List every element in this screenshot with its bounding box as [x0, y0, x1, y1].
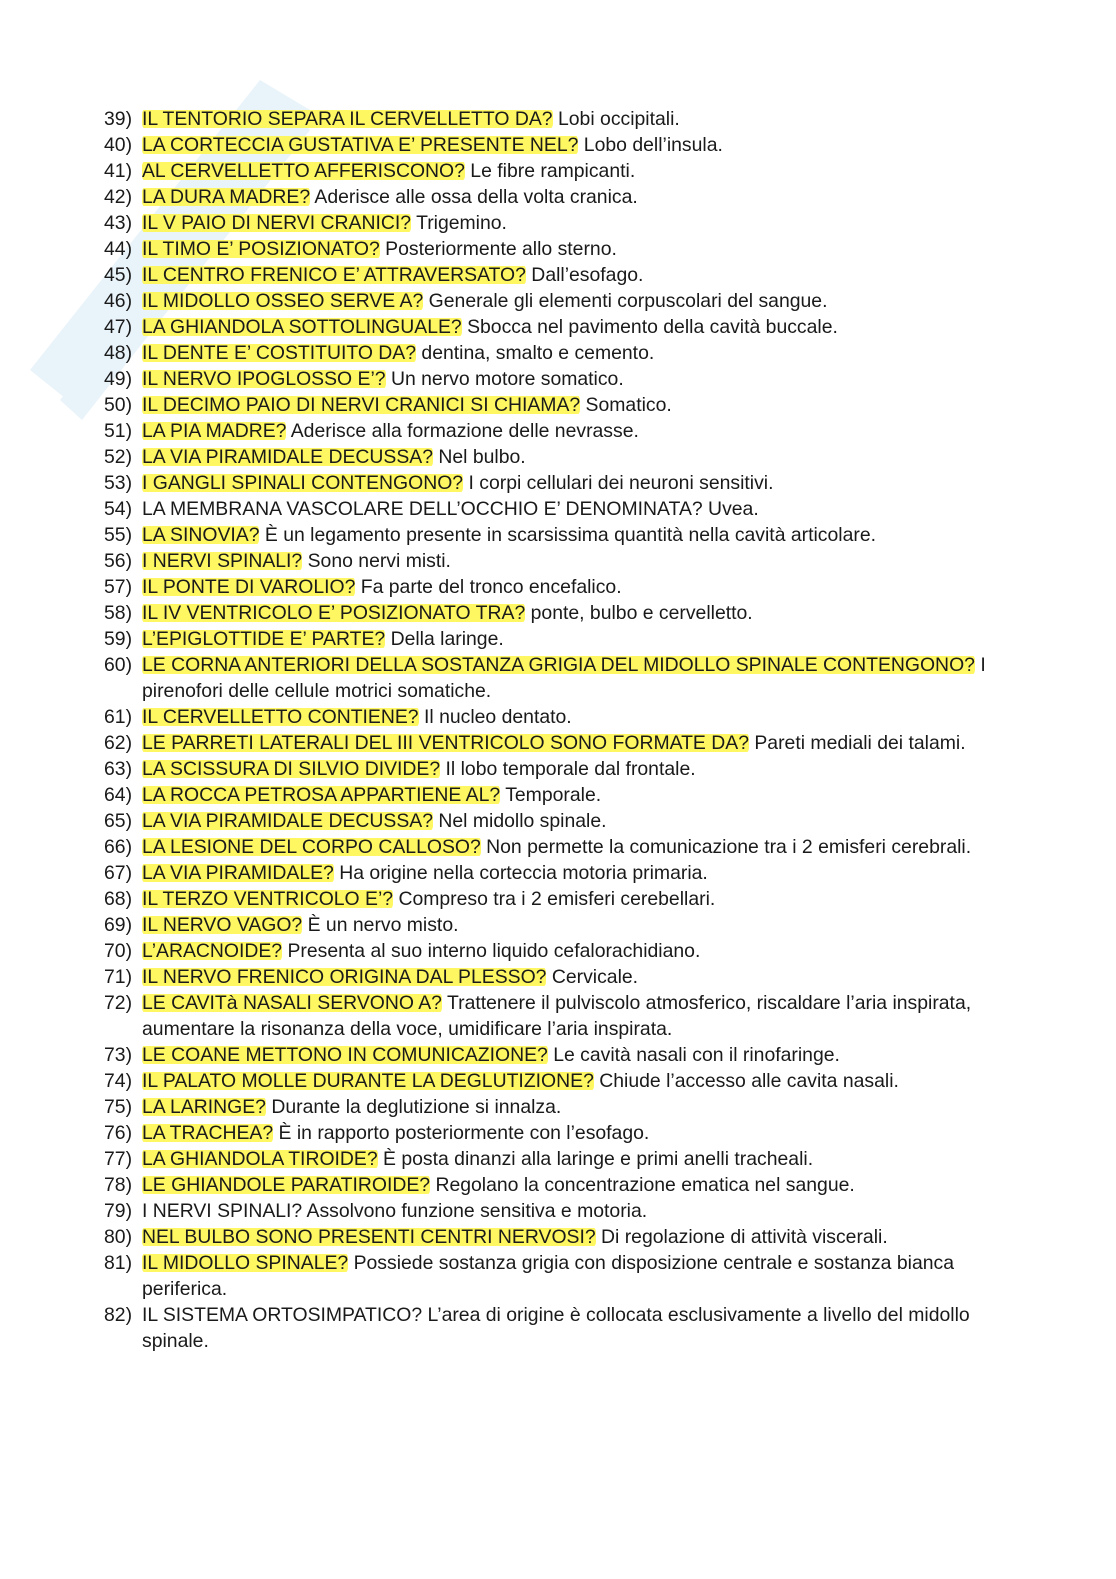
item-number: 80): [104, 1226, 133, 1248]
answer-text: Posteriormente allo sterno.: [379, 238, 617, 260]
list-item: [104, 1224, 1004, 1250]
answer-text: Sono nervi misti.: [302, 550, 451, 572]
list-item: [104, 964, 1004, 990]
item-number: 72): [104, 992, 133, 1014]
list-item: [104, 1094, 1004, 1120]
question-text: IL IV VENTRICOLO E’ POSIZIONATO TRA?: [142, 602, 526, 624]
item-number: 61): [104, 706, 133, 728]
list-item: [104, 132, 1004, 158]
item-number: 48): [104, 342, 133, 364]
answer-text: Fa parte del tronco encefalico.: [355, 576, 622, 598]
answer-text: Chiude l’accesso alle cavita nasali.: [593, 1070, 899, 1092]
item-text: [142, 912, 1004, 938]
answer-text: Trattenere il pulviscolo atmosferico, riscaldare l’aria inspirata, aumentare la risonanza della voce, umidificare l’aria inspirata.: [142, 992, 972, 1040]
list-item: [104, 626, 1004, 652]
answer-text: I corpi cellulari dei neuroni sensitivi.: [463, 472, 774, 494]
list-item: [104, 106, 1004, 132]
list-item: [104, 1198, 1004, 1224]
item-text: [142, 288, 1004, 314]
question-text: LA DURA MADRE?: [142, 186, 311, 208]
answer-text: Sbocca nel pavimento della cavità buccale.: [461, 316, 838, 338]
item-text: [142, 990, 1004, 1042]
question-text: LA CORTECCIA GUSTATIVA E’ PRESENTE NEL?: [142, 134, 579, 156]
list-item: [104, 600, 1004, 626]
question-answer-list: [104, 106, 1004, 1354]
question-text: IL MIDOLLO SPINALE?: [142, 1252, 349, 1274]
question-text: LA GHIANDOLA TIROIDE?: [142, 1148, 378, 1170]
item-number: 43): [104, 212, 133, 234]
question-text: I NERVI SPINALI?: [142, 550, 303, 572]
question-text: IL DENTE E’ COSTITUITO DA?: [142, 342, 417, 364]
question-text: LE GHIANDOLE PARATIROIDE?: [142, 1174, 431, 1196]
list-item: [104, 158, 1004, 184]
item-number: 52): [104, 446, 133, 468]
item-number: 50): [104, 394, 133, 416]
list-item: [104, 990, 1004, 1042]
list-item: [104, 262, 1004, 288]
item-number: 70): [104, 940, 133, 962]
list-item: [104, 184, 1004, 210]
question-text: L’ARACNOIDE?: [142, 940, 283, 962]
answer-text: Aderisce alla formazione delle nevrasse.: [286, 420, 639, 442]
item-text: [142, 1224, 1004, 1250]
item-text: [142, 626, 1004, 652]
item-text: [142, 1042, 1004, 1068]
question-text: L’EPIGLOTTIDE E’ PARTE?: [142, 628, 386, 650]
list-item: [104, 470, 1004, 496]
answer-text: Della laringe.: [385, 628, 504, 650]
question-text: LE CORNA ANTERIORI DELLA SOSTANZA GRIGIA DEL MIDOLLO SPINALE CONTENGONO?: [142, 654, 975, 676]
item-number: 54): [104, 498, 133, 520]
answer-text: Generale gli elementi corpuscolari del sangue.: [423, 290, 828, 312]
list-item: [104, 496, 1004, 522]
question-text: I NERVI SPINALI?: [142, 1200, 303, 1222]
item-number: 63): [104, 758, 133, 780]
item-number: 79): [104, 1200, 133, 1222]
item-text: [142, 600, 1004, 626]
list-item: [104, 366, 1004, 392]
question-text: LA GHIANDOLA SOTTOLINGUALE?: [142, 316, 462, 338]
item-number: 39): [104, 108, 133, 130]
list-item: [104, 236, 1004, 262]
question-text: IL V PAIO DI NERVI CRANICI?: [142, 212, 412, 234]
answer-text: dentina, smalto e cemento.: [416, 342, 655, 364]
list-item: [104, 1120, 1004, 1146]
question-text: LA VIA PIRAMIDALE DECUSSA?: [142, 446, 433, 468]
question-text: LA ROCCA PETROSA APPARTIENE AL?: [142, 784, 501, 806]
item-text: [142, 392, 1004, 418]
item-text: [142, 782, 1004, 808]
list-item: [104, 886, 1004, 912]
answer-text: È un legamento presente in scarsissima quantità nella cavità articolare.: [259, 524, 876, 546]
item-text: [142, 184, 1004, 210]
item-text: [142, 938, 1004, 964]
item-text: [142, 1250, 1004, 1302]
answer-text: Il nucleo dentato.: [418, 706, 572, 728]
item-number: 75): [104, 1096, 133, 1118]
question-text: LA LARINGE?: [142, 1096, 266, 1118]
question-text: LE PARRETI LATERALI DEL III VENTRICOLO SONO FORMATE DA?: [142, 732, 749, 754]
item-text: [142, 1120, 1004, 1146]
answer-text: Di regolazione di attività viscerali.: [595, 1226, 888, 1248]
answer-text: Assolvono funzione sensitiva e motoria.: [302, 1200, 648, 1222]
list-item: [104, 548, 1004, 574]
list-item: [104, 808, 1004, 834]
item-text: [142, 886, 1004, 912]
answer-text: Trigemino.: [411, 212, 507, 234]
item-text: [142, 730, 1004, 756]
answer-text: Un nervo motore somatico.: [385, 368, 624, 390]
list-item: [104, 1302, 1004, 1354]
item-number: 40): [104, 134, 133, 156]
answer-text: Aderisce alle ossa della volta cranica.: [310, 186, 638, 208]
answer-text: Lobi occipitali.: [552, 108, 680, 130]
question-text: LA SCISSURA DI SILVIO DIVIDE?: [142, 758, 441, 780]
question-text: IL NERVO VAGO?: [142, 914, 303, 936]
item-number: 73): [104, 1044, 133, 1066]
item-number: 74): [104, 1070, 133, 1092]
item-number: 51): [104, 420, 133, 442]
item-text: [142, 132, 1004, 158]
list-item: [104, 1042, 1004, 1068]
item-number: 78): [104, 1174, 133, 1196]
answer-text: Le fibre rampicanti.: [464, 160, 636, 182]
item-text: [142, 470, 1004, 496]
list-item: [104, 756, 1004, 782]
item-number: 67): [104, 862, 133, 884]
answer-text: Pareti mediali dei talami.: [748, 732, 966, 754]
item-number: 82): [104, 1304, 133, 1326]
answer-text: Cervicale.: [546, 966, 639, 988]
item-number: 46): [104, 290, 133, 312]
item-text: [142, 1094, 1004, 1120]
answer-text: Ha origine nella corteccia motoria primaria.: [333, 862, 708, 884]
question-text: IL NERVO IPOGLOSSO E’?: [142, 368, 386, 390]
question-text: IL PONTE DI VAROLIO?: [142, 576, 356, 598]
item-text: [142, 444, 1004, 470]
answer-text: Compreso tra i 2 emisferi cerebellari.: [393, 888, 716, 910]
item-number: 44): [104, 238, 133, 260]
question-text: IL SISTEMA ORTOSIMPATICO?: [142, 1304, 423, 1326]
item-number: 55): [104, 524, 133, 546]
answer-text: È un nervo misto.: [302, 914, 459, 936]
item-text: [142, 1302, 1004, 1354]
item-number: 65): [104, 810, 133, 832]
item-text: [142, 704, 1004, 730]
item-number: 47): [104, 316, 133, 338]
item-text: [142, 964, 1004, 990]
item-number: 57): [104, 576, 133, 598]
item-text: [142, 262, 1004, 288]
answer-text: Le cavità nasali con il rinofaringe.: [547, 1044, 840, 1066]
list-item: [104, 704, 1004, 730]
question-text: LA PIA MADRE?: [142, 420, 287, 442]
question-text: AL CERVELLETTO AFFERISCONO?: [142, 160, 465, 182]
list-item: [104, 392, 1004, 418]
answer-text: Somatico.: [580, 394, 672, 416]
item-number: 81): [104, 1252, 133, 1274]
question-text: IL NERVO FRENICO ORIGINA DAL PLESSO?: [142, 966, 547, 988]
question-text: IL TENTORIO SEPARA IL CERVELLETTO DA?: [142, 108, 553, 130]
question-text: I GANGLI SPINALI CONTENGONO?: [142, 472, 464, 494]
list-item: [104, 730, 1004, 756]
answer-text: Durante la deglutizione si innalza.: [265, 1096, 562, 1118]
answer-text: Temporale.: [500, 784, 602, 806]
item-number: 77): [104, 1148, 133, 1170]
question-text: IL TIMO E’ POSIZIONATO?: [142, 238, 380, 260]
question-text: IL DECIMO PAIO DI NERVI CRANICI SI CHIAMA?: [142, 394, 581, 416]
answer-text: Non permette la comunicazione tra i 2 emisferi cerebrali.: [480, 836, 972, 858]
list-item: [104, 860, 1004, 886]
item-number: 66): [104, 836, 133, 858]
answer-text: Il lobo temporale dal frontale.: [440, 758, 696, 780]
answer-text: Lobo dell’insula.: [578, 134, 723, 156]
answer-text: Presenta al suo interno liquido cefalorachidiano.: [282, 940, 701, 962]
item-number: 59): [104, 628, 133, 650]
question-text: LA MEMBRANA VASCOLARE DELL’OCCHIO E’ DENOMINATA?: [142, 498, 703, 520]
question-text: LA VIA PIRAMIDALE?: [142, 862, 334, 884]
item-text: [142, 652, 1004, 704]
answer-text: Dall’esofago.: [525, 264, 644, 286]
list-item: [104, 938, 1004, 964]
item-text: [142, 210, 1004, 236]
answer-text: L’area di origine è collocata esclusivamente a livello del midollo spinale.: [142, 1304, 970, 1352]
question-text: IL MIDOLLO OSSEO SERVE A?: [142, 290, 424, 312]
list-item: [104, 444, 1004, 470]
list-item: [104, 834, 1004, 860]
question-text: IL PALATO MOLLE DURANTE LA DEGLUTIZIONE?: [142, 1070, 594, 1092]
question-text: LA VIA PIRAMIDALE DECUSSA?: [142, 810, 433, 832]
question-text: IL CERVELLETTO CONTIENE?: [142, 706, 419, 728]
item-text: [142, 1172, 1004, 1198]
item-text: [142, 834, 1004, 860]
answer-text: ponte, bulbo e cervelletto.: [525, 602, 753, 624]
item-text: [142, 496, 1004, 522]
list-item: [104, 210, 1004, 236]
question-text: IL CENTRO FRENICO E’ ATTRAVERSATO?: [142, 264, 526, 286]
answer-text: Uvea.: [702, 498, 759, 520]
question-text: LA TRACHEA?: [142, 1122, 274, 1144]
item-number: 56): [104, 550, 133, 572]
item-text: [142, 236, 1004, 262]
question-text: IL TERZO VENTRICOLO E’?: [142, 888, 394, 910]
answer-text: I pirenofori delle cellule motrici somatiche.: [142, 654, 986, 702]
question-text: LA LESIONE DEL CORPO CALLOSO?: [142, 836, 481, 858]
list-item: [104, 1250, 1004, 1302]
question-text: LA SINOVIA?: [142, 524, 260, 546]
item-number: 62): [104, 732, 133, 754]
answer-text: Nel bulbo.: [432, 446, 526, 468]
item-text: [142, 756, 1004, 782]
item-text: [142, 106, 1004, 132]
list-item: [104, 522, 1004, 548]
item-number: 49): [104, 368, 133, 390]
list-item: [104, 314, 1004, 340]
item-number: 60): [104, 654, 133, 676]
list-item: [104, 1146, 1004, 1172]
list-item: [104, 912, 1004, 938]
answer-text: Nel midollo spinale.: [432, 810, 607, 832]
list-item: [104, 1172, 1004, 1198]
item-text: [142, 1198, 1004, 1224]
answer-text: Possiede sostanza grigia con disposizione centrale e sostanza bianca periferica.: [142, 1252, 954, 1300]
item-text: [142, 340, 1004, 366]
item-number: 53): [104, 472, 133, 494]
question-text: NEL BULBO SONO PRESENTI CENTRI NERVOSI?: [142, 1226, 596, 1248]
item-text: [142, 1146, 1004, 1172]
item-text: [142, 808, 1004, 834]
item-text: [142, 314, 1004, 340]
answer-text: È posta dinanzi alla laringe e primi anelli tracheali.: [377, 1148, 814, 1170]
question-text: LE CAVITà NASALI SERVONO A?: [142, 992, 442, 1014]
list-item: [104, 340, 1004, 366]
answer-text: Regolano la concentrazione ematica nel sangue.: [430, 1174, 855, 1196]
item-number: 64): [104, 784, 133, 806]
item-text: [142, 522, 1004, 548]
item-text: [142, 418, 1004, 444]
list-item: [104, 782, 1004, 808]
answer-text: È in rapporto posteriormente con l’esofago.: [273, 1122, 650, 1144]
item-number: 45): [104, 264, 133, 286]
item-text: [142, 548, 1004, 574]
item-text: [142, 860, 1004, 886]
list-item: [104, 1068, 1004, 1094]
item-text: [142, 1068, 1004, 1094]
item-number: 42): [104, 186, 133, 208]
item-text: [142, 366, 1004, 392]
question-text: LE COANE METTONO IN COMUNICAZIONE?: [142, 1044, 548, 1066]
list-item: [104, 652, 1004, 704]
list-item: [104, 418, 1004, 444]
list-item: [104, 574, 1004, 600]
item-number: 58): [104, 602, 133, 624]
item-number: 76): [104, 1122, 133, 1144]
item-number: 69): [104, 914, 133, 936]
item-number: 68): [104, 888, 133, 910]
item-number: 41): [104, 160, 133, 182]
list-item: [104, 288, 1004, 314]
item-text: [142, 158, 1004, 184]
item-text: [142, 574, 1004, 600]
item-number: 71): [104, 966, 133, 988]
